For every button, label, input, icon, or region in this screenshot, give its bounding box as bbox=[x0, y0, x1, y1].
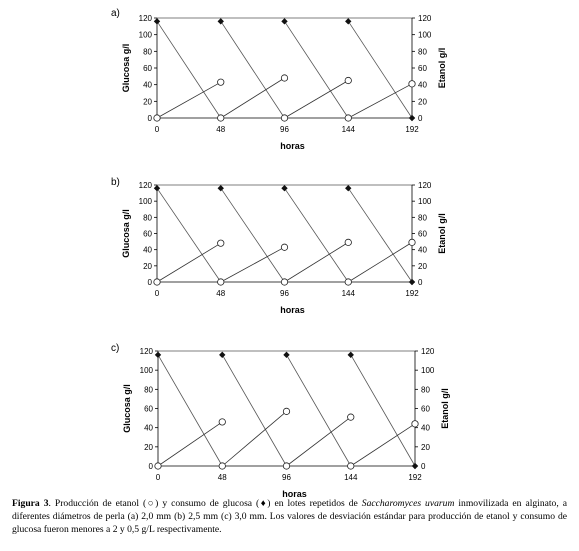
glucosa-line-batch-1 bbox=[221, 188, 285, 282]
y-tick-label-right: 0 bbox=[418, 114, 423, 123]
y-tick-label-right: 80 bbox=[421, 385, 430, 395]
glucosa-marker bbox=[281, 18, 287, 24]
caption-species: Saccharomyces uvarum bbox=[361, 498, 455, 509]
x-tick-label: 192 bbox=[405, 289, 419, 298]
glucosa-marker bbox=[155, 352, 161, 358]
glucosa-line-batch-1 bbox=[221, 21, 285, 118]
glucosa-marker bbox=[219, 352, 225, 358]
y-tick-label-left: 100 bbox=[139, 366, 153, 376]
y-tick-label-right: 80 bbox=[418, 213, 427, 223]
glucosa-line-batch-1 bbox=[222, 355, 286, 466]
y-tick-label-left: 120 bbox=[138, 14, 152, 23]
glucosa-marker bbox=[345, 185, 351, 191]
y-tick-label-left: 0 bbox=[147, 114, 152, 123]
x-tick-label: 48 bbox=[217, 473, 227, 482]
glucosa-line-batch-3 bbox=[348, 188, 412, 282]
x-axis-label: horas bbox=[280, 305, 305, 315]
y-tick-label-right: 120 bbox=[421, 347, 435, 356]
etanol-marker bbox=[281, 75, 287, 81]
y-tick-label-left: 120 bbox=[139, 347, 153, 356]
glucosa-line-batch-3 bbox=[351, 355, 415, 466]
etanol-line-batch-0 bbox=[158, 422, 222, 466]
glucosa-line-batch-0 bbox=[157, 21, 221, 118]
glucosa-line-batch-0 bbox=[157, 188, 221, 282]
etanol-marker bbox=[154, 279, 160, 285]
chart-panel-1 bbox=[111, 177, 447, 315]
y-tick-label-left: 100 bbox=[138, 197, 152, 207]
etanol-line-batch-0 bbox=[157, 243, 221, 282]
etanol-marker bbox=[409, 239, 415, 245]
glucosa-marker bbox=[409, 279, 415, 285]
y-tick-label-right: 100 bbox=[418, 197, 432, 207]
glucosa-line-batch-2 bbox=[285, 21, 349, 118]
y-axis-label-right: Etanol g/l bbox=[440, 388, 450, 429]
x-tick-label: 144 bbox=[344, 473, 358, 482]
x-tick-label: 96 bbox=[280, 289, 289, 298]
figure-caption bbox=[12, 497, 567, 536]
caption-text-1: . Producción de etanol (○) y consumo de glucosa (♦) en lotes repetidos de bbox=[48, 498, 362, 509]
y-tick-label-right: 80 bbox=[418, 47, 427, 57]
glucosa-marker bbox=[218, 185, 224, 191]
etanol-line-batch-0 bbox=[157, 82, 221, 118]
etanol-marker bbox=[281, 115, 287, 121]
y-tick-label-left: 0 bbox=[147, 278, 152, 287]
etanol-line-batch-3 bbox=[348, 84, 412, 118]
etanol-line-batch-1 bbox=[222, 411, 286, 466]
y-axis-label-right: Etanol g/l bbox=[437, 213, 447, 254]
etanol-line-batch-1 bbox=[221, 78, 285, 118]
y-tick-label-left: 60 bbox=[144, 404, 153, 414]
y-tick-label-right: 120 bbox=[418, 14, 432, 23]
glucosa-marker bbox=[348, 352, 354, 358]
y-tick-label-left: 20 bbox=[144, 442, 153, 452]
x-axis-label: horas bbox=[282, 489, 307, 499]
etanol-marker bbox=[283, 463, 289, 469]
y-tick-label-right: 60 bbox=[421, 404, 430, 414]
glucosa-marker bbox=[412, 463, 418, 469]
x-tick-label: 0 bbox=[154, 289, 160, 298]
y-tick-label-left: 0 bbox=[148, 462, 153, 471]
y-tick-label-right: 0 bbox=[421, 462, 426, 471]
etanol-marker bbox=[218, 115, 224, 121]
etanol-marker bbox=[219, 463, 225, 469]
etanol-marker bbox=[219, 419, 225, 425]
etanol-line-batch-2 bbox=[287, 417, 351, 466]
x-tick-label: 0 bbox=[154, 125, 160, 134]
etanol-line-batch-3 bbox=[351, 424, 415, 466]
glucosa-marker bbox=[281, 185, 287, 191]
etanol-line-batch-3 bbox=[348, 242, 412, 282]
etanol-marker bbox=[345, 77, 351, 83]
panel-label: a) bbox=[111, 8, 120, 19]
y-tick-label-left: 20 bbox=[143, 97, 152, 107]
etanol-marker bbox=[281, 279, 287, 285]
caption-text-2: inmovilizada en alginato, a diferentes diámetros de perla (a) 2,0 mm (b) 2,5 mm (c) 3,0 mm. Los valores de desviación estándar para producción de etanol y consumo de glucosa fueron menores a 2 y 0,5 g/L respectivamente. bbox=[12, 498, 567, 535]
y-tick-label-left: 40 bbox=[143, 80, 152, 90]
x-tick-label: 192 bbox=[408, 473, 422, 482]
glucosa-marker bbox=[154, 18, 160, 24]
y-tick-label-right: 40 bbox=[421, 423, 430, 433]
caption-label: Figura 3 bbox=[12, 498, 49, 509]
y-tick-label-left: 40 bbox=[143, 245, 152, 255]
y-tick-label-right: 100 bbox=[418, 30, 432, 40]
y-tick-label-right: 0 bbox=[418, 278, 423, 287]
y-tick-label-right: 100 bbox=[421, 366, 435, 376]
etanol-marker bbox=[155, 463, 161, 469]
y-tick-label-left: 40 bbox=[144, 423, 153, 433]
x-tick-label: 48 bbox=[216, 125, 226, 134]
glucosa-line-batch-0 bbox=[158, 355, 222, 466]
etanol-line-batch-2 bbox=[285, 81, 349, 119]
y-tick-label-left: 100 bbox=[138, 30, 152, 40]
x-tick-label: 96 bbox=[282, 473, 291, 482]
etanol-marker bbox=[218, 240, 224, 246]
y-tick-label-left: 60 bbox=[143, 64, 152, 73]
etanol-line-batch-2 bbox=[285, 242, 349, 282]
etanol-marker bbox=[283, 408, 289, 414]
y-tick-label-left: 80 bbox=[143, 47, 152, 57]
y-axis-label-right: Etanol g/l bbox=[437, 47, 447, 89]
x-tick-label: 192 bbox=[405, 125, 419, 134]
glucosa-line-batch-3 bbox=[348, 21, 412, 118]
glucosa-marker bbox=[283, 352, 289, 358]
y-tick-label-left: 60 bbox=[143, 229, 152, 239]
y-tick-label-left: 20 bbox=[143, 261, 152, 271]
y-tick-label-right: 60 bbox=[418, 229, 427, 239]
etanol-line-batch-1 bbox=[221, 247, 285, 282]
y-tick-label-right: 60 bbox=[418, 64, 427, 73]
y-tick-label-left: 120 bbox=[138, 181, 152, 190]
y-axis-label-left: Glucosa g/l bbox=[121, 43, 131, 93]
y-tick-label-right: 40 bbox=[418, 80, 427, 90]
chart-panel-2 bbox=[111, 343, 450, 499]
etanol-marker bbox=[154, 115, 160, 121]
y-axis-label-left: Glucosa g/l bbox=[121, 209, 131, 258]
y-tick-label-right: 120 bbox=[418, 181, 432, 190]
panel-label: c) bbox=[111, 343, 120, 354]
panel-label: b) bbox=[111, 177, 120, 188]
glucosa-line-batch-2 bbox=[287, 355, 351, 466]
glucosa-marker bbox=[154, 185, 160, 191]
etanol-marker bbox=[281, 244, 287, 250]
glucosa-marker bbox=[409, 115, 415, 121]
y-axis-label-left: Glucosa g/l bbox=[122, 384, 132, 433]
glucosa-marker bbox=[345, 18, 351, 24]
etanol-marker bbox=[348, 463, 354, 469]
y-tick-label-right: 40 bbox=[418, 245, 427, 255]
glucosa-marker bbox=[218, 18, 224, 24]
etanol-marker bbox=[218, 279, 224, 285]
etanol-marker bbox=[348, 414, 354, 420]
etanol-marker bbox=[409, 81, 415, 87]
y-tick-label-left: 80 bbox=[144, 385, 153, 395]
y-tick-label-right: 20 bbox=[421, 442, 430, 452]
etanol-marker bbox=[345, 239, 351, 245]
y-tick-label-left: 80 bbox=[143, 213, 152, 223]
y-tick-label-right: 20 bbox=[418, 261, 427, 271]
chart-panel-0 bbox=[111, 8, 447, 151]
x-tick-label: 96 bbox=[280, 125, 289, 134]
x-tick-label: 144 bbox=[341, 289, 355, 298]
etanol-marker bbox=[412, 421, 418, 427]
glucosa-line-batch-2 bbox=[285, 188, 349, 282]
x-axis-label: horas bbox=[280, 141, 305, 151]
etanol-marker bbox=[345, 115, 351, 121]
x-tick-label: 144 bbox=[341, 125, 355, 134]
etanol-marker bbox=[218, 79, 224, 85]
y-tick-label-right: 20 bbox=[418, 97, 427, 107]
x-tick-label: 0 bbox=[155, 473, 161, 482]
etanol-marker bbox=[345, 279, 351, 285]
x-tick-label: 48 bbox=[216, 289, 226, 298]
